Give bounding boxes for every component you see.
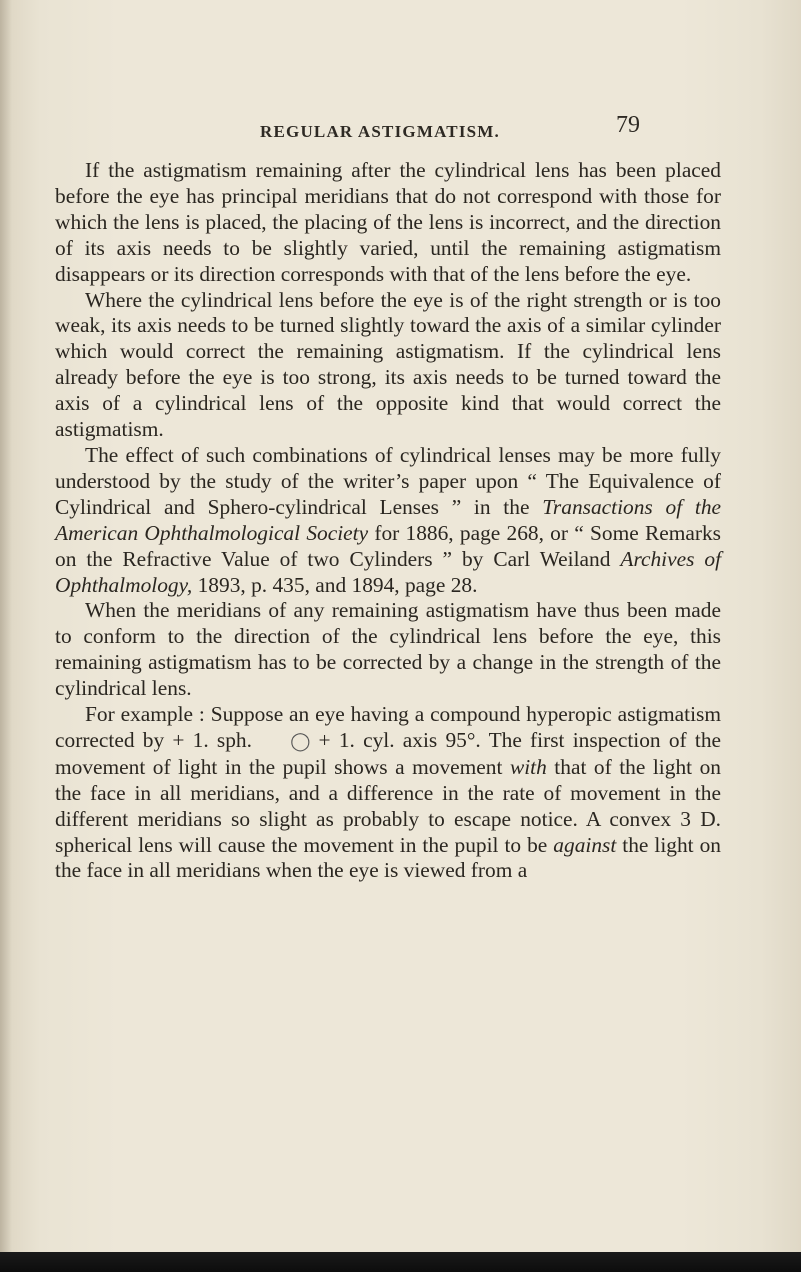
paragraph-3-text-2: for 1886, page 268, or “ Some Remarks on the Refractive Value of two Cylinders ” by Carl Weiland: [55, 520, 721, 571]
emphasis-against: against: [553, 832, 617, 857]
page-number: 79: [616, 112, 640, 138]
paragraph-5-text-3: that of the light on the face in all meridians, and a difference in the rate of movement in the different meridians so slight as probably to escape notice. A convex 3 D. spherical lens will cause the movement in the pupil to be: [55, 754, 721, 857]
paragraph-1: If the astigmatism remaining after the cylindrical lens has been placed before the eye has principal meridians that do not correspond with those for which the lens is placed, the placing of the lens is incorrect, and the direction of its axis needs to be slightly varied, until the remaining astigmatism disappears or its direction corresponds with that of the lens before the eye.: [55, 158, 721, 286]
page-bottom-edge: [0, 1252, 801, 1272]
running-head: REGULAR ASTIGMATISM.: [260, 122, 500, 141]
paragraph-2: Where the cylindrical lens before the eye is of the right strength or is too weak, its axis needs to be turned slightly toward the axis of a similar cylinder which would correct the remaining astigmatism. If the cylindrical lens already before the eye is too strong, its axis needs to be turned toward the axis of a cylindrical lens of the opposite kind that would correct the astigmatism.: [55, 287, 721, 442]
paragraph-3-text-1: The effect of such combinations of cylindrical lenses may be more fully understood by the study of the writer’s paper upon “ The Equivalence of Cylindrical and Sphero-cylindrical Lenses ” in the: [55, 442, 721, 519]
emphasis-with: with: [509, 754, 547, 779]
paragraph-4: When the meridians of any remaining astigmatism have thus been made to conform to the direction of the cylindrical lens before the eye, this remaining astigmatism has to be corrected by a change in the strength of the cylindrical lens.: [55, 598, 721, 701]
paragraph-5: [55, 702, 721, 884]
combined-with-symbol: ◯: [290, 730, 311, 751]
paragraph-5-text-4: the light on the face in all meridians when the eye is viewed from a: [55, 832, 721, 883]
paragraph-3: [55, 443, 721, 598]
paragraph-3-text-3: 1893, p. 435, and 1894, page 28.: [192, 572, 478, 597]
journal-title-archives: Archives of Ophthalmology,: [55, 546, 722, 597]
page-header: [260, 112, 700, 148]
binding-shadow: [0, 0, 12, 1252]
body-text: [55, 158, 721, 884]
paragraph-5-text-1: For example : Suppose an eye having a compound hyperopic astigmatism corrected by + 1. sph.: [55, 702, 721, 752]
paragraph-5-text-2: + 1. cyl. axis 95°. The first inspection of the movement of light in the pupil shows a movement: [55, 727, 722, 779]
journal-title-transactions: Transactions of the American Ophthalmological Society: [55, 494, 722, 545]
